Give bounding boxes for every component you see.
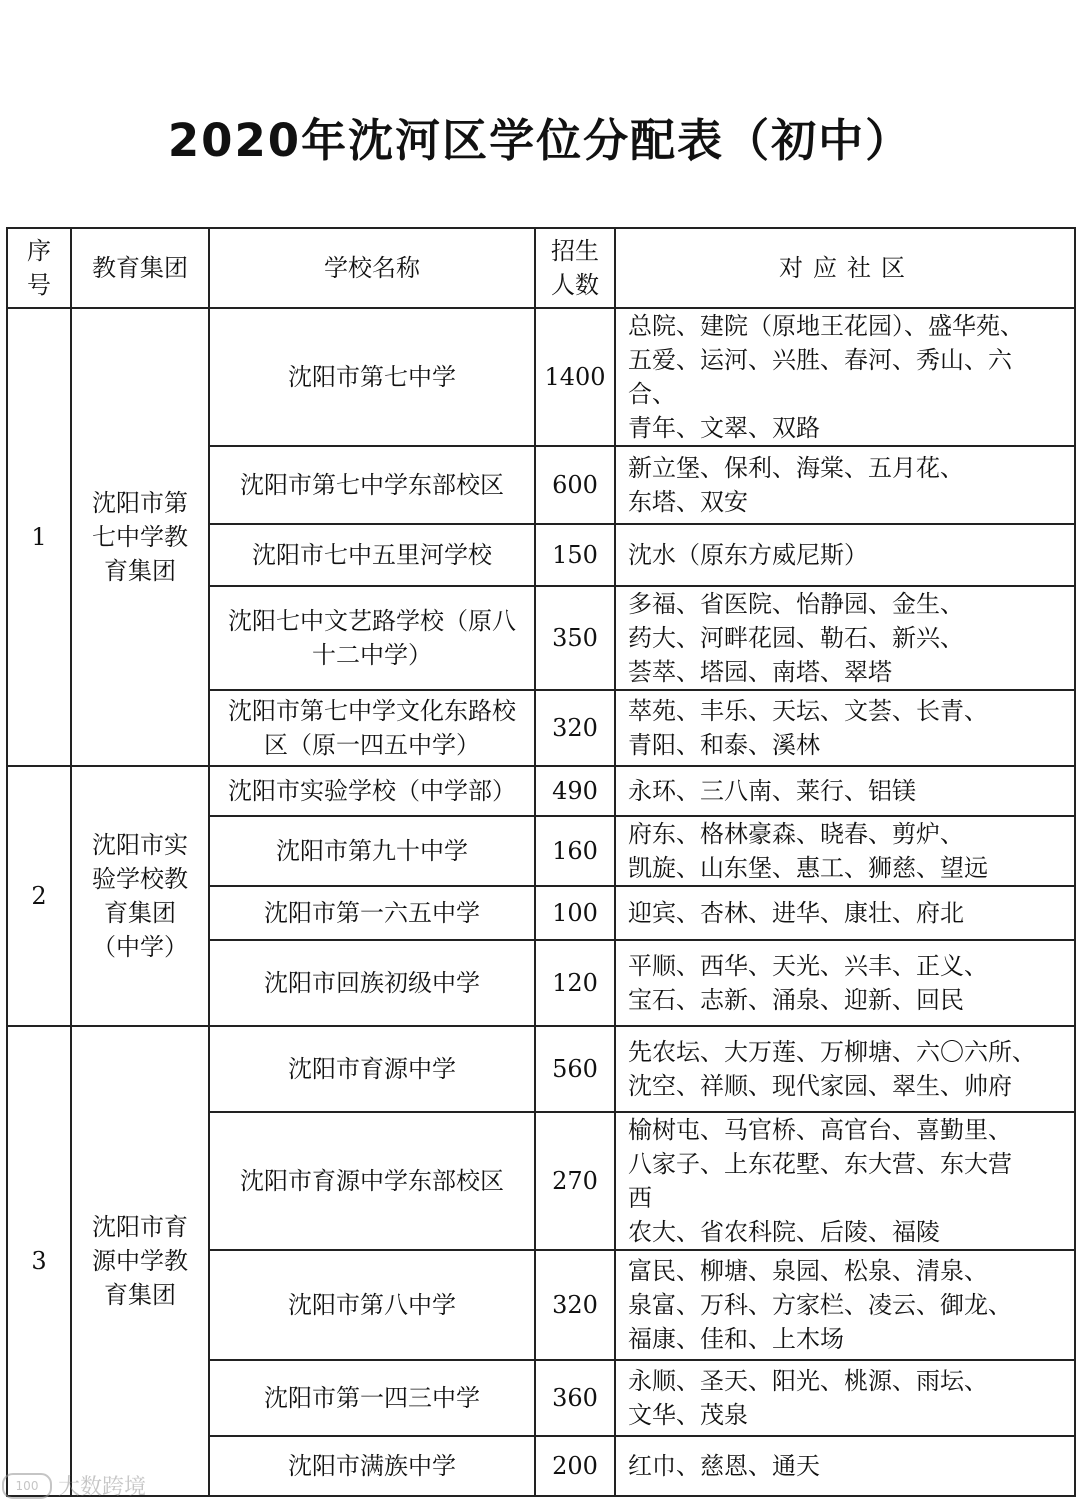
community-line: 农大、省农科院、后陵、福陵 [628,1218,940,1246]
header-no: 序 号 [7,228,71,308]
community-line: 迎宾、杏林、进华、康壮、府北 [628,899,964,927]
watermark-logo-icon: 100 [2,1473,52,1499]
enrollment-count: 100 [535,886,615,940]
community-line: 五爱、运河、兴胜、春河、秀山、六 [628,346,1012,374]
community-line: 平顺、西华、天光、兴丰、正义、 [628,952,988,980]
community-line: 沈水（原东方威尼斯） [628,541,868,569]
community-list [615,446,1075,524]
school-name: 沈阳市回族初级中学 [209,940,535,1026]
header-group: 教育集团 [71,228,209,308]
community-line: 总院、建院（原地王花园）、盛华苑、 [628,312,1024,340]
community-list [615,1250,1075,1360]
school-name: 沈阳市实验学校（中学部） [209,766,535,816]
group-name: 沈阳市实验学校教育集团（中学） [71,766,209,1026]
community-line: 永顺、圣天、阳光、桃源、雨坛、 [628,1367,988,1395]
community-line: 红巾、慈恩、通天 [628,1452,820,1480]
school-name: 沈阳市第一六五中学 [209,886,535,940]
table-row [7,308,1075,446]
enrollment-count: 600 [535,446,615,524]
header-community: 对应社区 [615,228,1075,308]
school-name: 沈阳市满族中学 [209,1436,535,1496]
school-name: 沈阳市育源中学 [209,1026,535,1112]
group-number: 2 [7,766,71,1026]
community-line: 先农坛、大万莲、万柳塘、六〇六所、 [628,1038,1036,1066]
community-line: 合、 [628,380,676,408]
enrollment-count: 320 [535,1250,615,1360]
school-name: 沈阳七中文艺路学校（原八十二中学） [209,586,535,690]
community-line: 青阳、和泰、溪林 [628,731,820,759]
enrollment-count: 320 [535,690,615,766]
community-line: 多福、省医院、怡静园、金生、 [628,590,964,618]
community-list [615,940,1075,1026]
community-line: 青年、文翠、双路 [628,414,820,442]
enrollment-count: 160 [535,816,615,886]
table-header-row [7,228,1075,308]
enrollment-count: 270 [535,1112,615,1250]
community-list [615,816,1075,886]
community-list [615,1112,1075,1250]
community-line: 东塔、双安 [628,488,748,516]
community-line: 宝石、志新、涌泉、迎新、回民 [628,986,964,1014]
header-count: 招生 人数 [535,228,615,308]
community-list [615,308,1075,446]
group-name: 沈阳市育源中学教育集团 [71,1026,209,1496]
allocation-table [6,227,1076,1497]
school-name: 沈阳市第七中学东部校区 [209,446,535,524]
community-line: 沈空、祥顺、现代家园、翠生、帅府 [628,1072,1012,1100]
enrollment-count: 120 [535,940,615,1026]
community-list [615,524,1075,586]
school-name: 沈阳市第九十中学 [209,816,535,886]
enrollment-count: 360 [535,1360,615,1436]
enrollment-count: 200 [535,1436,615,1496]
community-line: 永环、三八南、莱行、铝镁 [628,777,916,805]
watermark-text: 大数跨境 [58,1475,147,1500]
community-line: 文华、茂泉 [628,1401,748,1429]
table-row [7,1026,1075,1112]
group-number: 3 [7,1026,71,1496]
community-line: 凯旋、山东堡、惠工、狮慈、望远 [628,854,988,882]
school-name: 沈阳市第七中学 [209,308,535,446]
community-line: 药大、河畔花园、勒石、新兴、 [628,624,964,652]
school-name: 沈阳市育源中学东部校区 [209,1112,535,1250]
community-list [615,1360,1075,1436]
community-list [615,1436,1075,1496]
community-line: 荟萃、塔园、南塔、翠塔 [628,658,892,686]
group-name: 沈阳市第七中学教育集团 [71,308,209,766]
community-line: 西 [628,1184,652,1212]
community-line: 福康、佳和、上木场 [628,1325,844,1353]
page-title: 2020年沈河区学位分配表（初中） [167,114,913,167]
community-line: 富民、柳塘、泉园、松泉、清泉、 [628,1257,988,1285]
community-list [615,1026,1075,1112]
watermark [2,1470,146,1501]
community-line: 榆树屯、马官桥、高官台、喜勤里、 [628,1116,1012,1144]
community-line: 萃苑、丰乐、天坛、文荟、长青、 [628,697,988,725]
community-list [615,690,1075,766]
enrollment-count: 1400 [535,308,615,446]
school-name: 沈阳市第七中学文化东路校区（原一四五中学） [209,690,535,766]
community-list [615,886,1075,940]
community-list [615,766,1075,816]
table-row [7,766,1075,816]
community-line: 府东、格林豪森、晓春、剪炉、 [628,820,964,848]
school-name: 沈阳市七中五里河学校 [209,524,535,586]
school-name: 沈阳市第八中学 [209,1250,535,1360]
group-number: 1 [7,308,71,766]
enrollment-count: 490 [535,766,615,816]
community-line: 泉富、万科、方家栏、凌云、御龙、 [628,1291,1012,1319]
header-school: 学校名称 [209,228,535,308]
enrollment-count: 560 [535,1026,615,1112]
community-list [615,586,1075,690]
community-line: 八家子、上东花墅、东大营、东大营 [628,1150,1012,1178]
community-line: 新立堡、保利、海棠、五月花、 [628,454,964,482]
school-name: 沈阳市第一四三中学 [209,1360,535,1436]
enrollment-count: 150 [535,524,615,586]
enrollment-count: 350 [535,586,615,690]
